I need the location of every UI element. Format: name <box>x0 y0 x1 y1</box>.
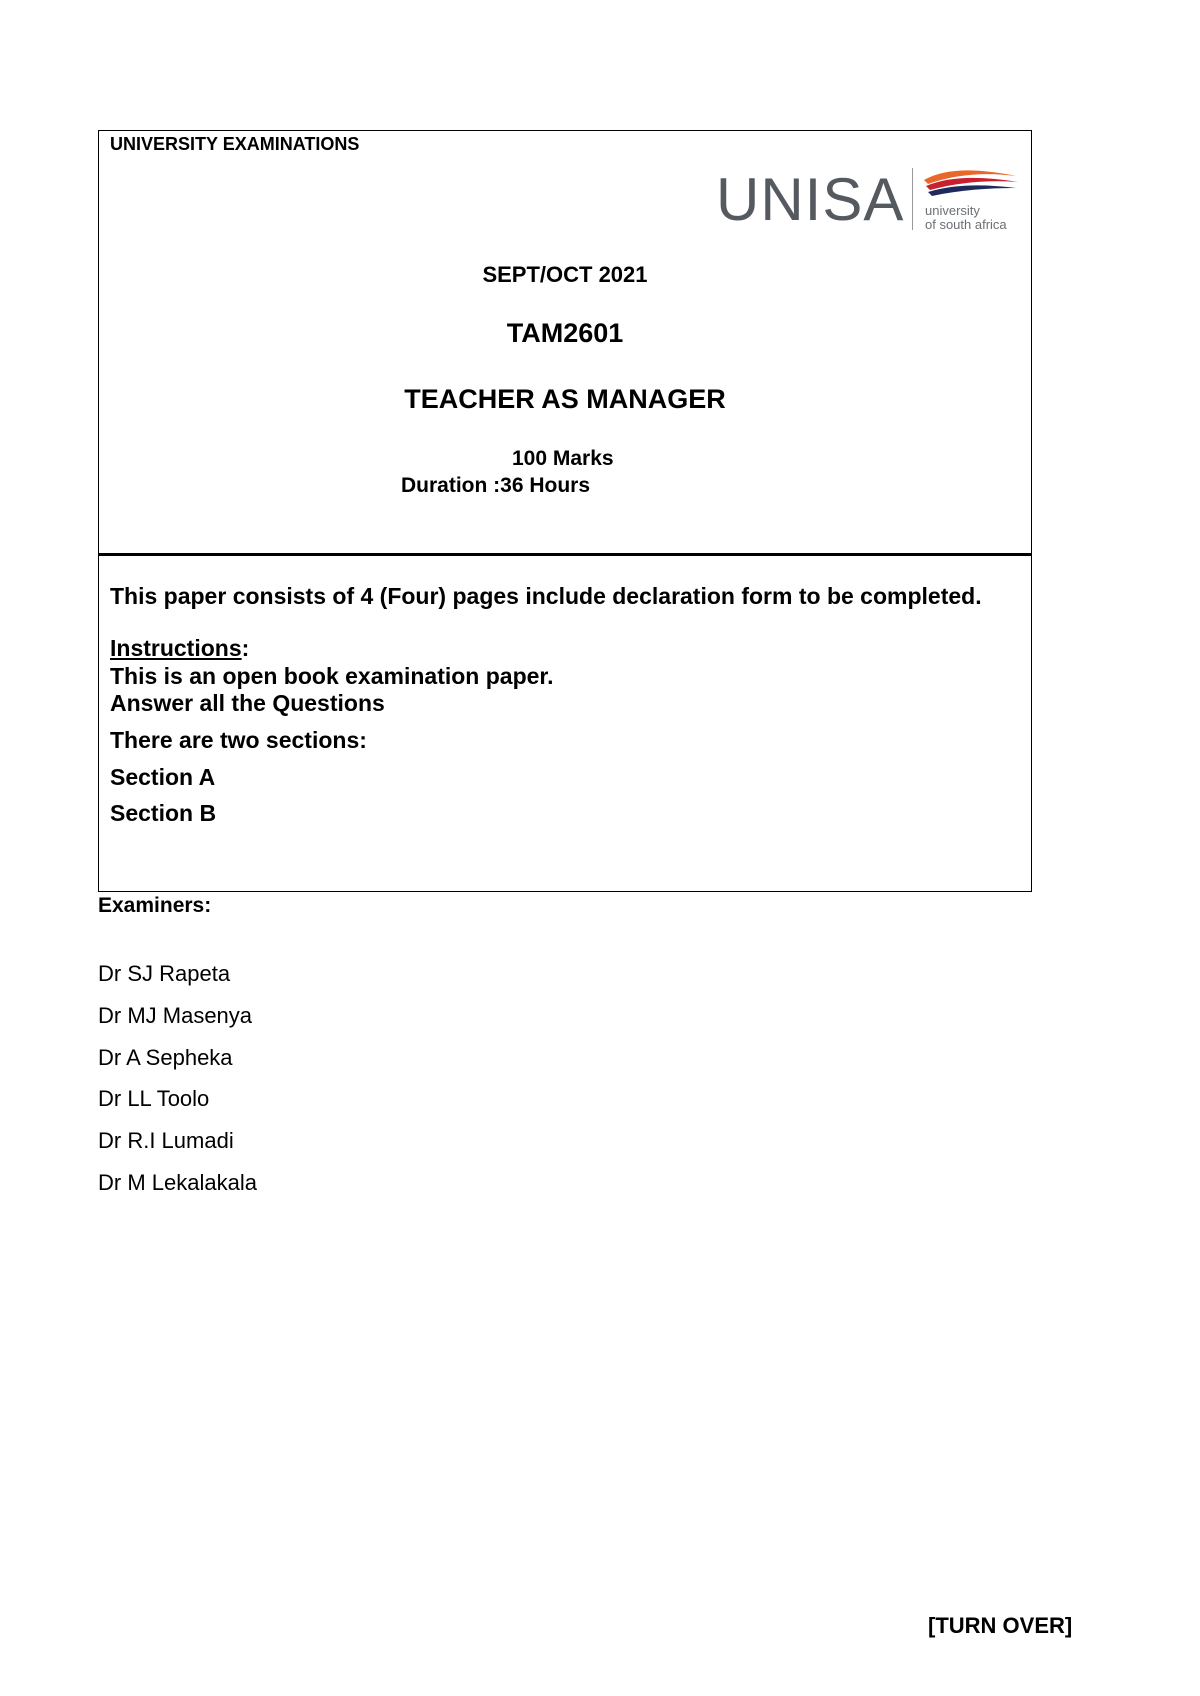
unisa-logo <box>716 164 1020 236</box>
module-title: TEACHER AS MANAGER <box>404 384 726 414</box>
section-b-label: Section B <box>110 800 217 826</box>
logo-divider <box>912 168 913 230</box>
university-examinations-heading: UNIVERSITY EXAMINATIONS <box>110 134 360 154</box>
turn-over-note: [TURN OVER] <box>928 1613 1073 1638</box>
examiner-name: Dr A Sepheka <box>98 1045 233 1070</box>
pages-note: This paper consists of 4 (Four) pages include declaration form to be completed. <box>110 583 982 609</box>
examiner-name: Dr R.I Lumadi <box>98 1128 234 1153</box>
module-code: TAM2601 <box>506 318 624 348</box>
instructions-label: Instructions <box>110 635 242 661</box>
instruction-line: There are two sections: <box>110 727 367 753</box>
logo-tagline-line1: university <box>925 203 980 218</box>
instruction-line: Answer all the Questions <box>110 690 385 716</box>
section-a-label: Section A <box>110 764 216 790</box>
examiner-name: Dr M Lekalakala <box>98 1170 257 1195</box>
examiners-heading: Examiners: <box>98 894 212 917</box>
total-marks: 100 Marks <box>512 447 614 470</box>
exam-session: SEPT/OCT 2021 <box>482 262 648 287</box>
logo-tagline-line2: of south africa <box>925 217 1007 232</box>
examiner-name: Dr MJ Masenya <box>98 1003 253 1028</box>
instruction-line: This is an open book examination paper. <box>110 663 554 689</box>
examiner-name: Dr SJ Rapeta <box>98 961 231 986</box>
instructions-colon: : <box>241 635 250 661</box>
logo-swoosh-icon <box>916 166 1020 200</box>
exam-duration: Duration :36 Hours <box>401 474 591 497</box>
instructions-heading <box>110 635 249 662</box>
logo-wordmark: UNISA <box>716 166 905 233</box>
examiner-name: Dr LL Toolo <box>98 1086 210 1111</box>
